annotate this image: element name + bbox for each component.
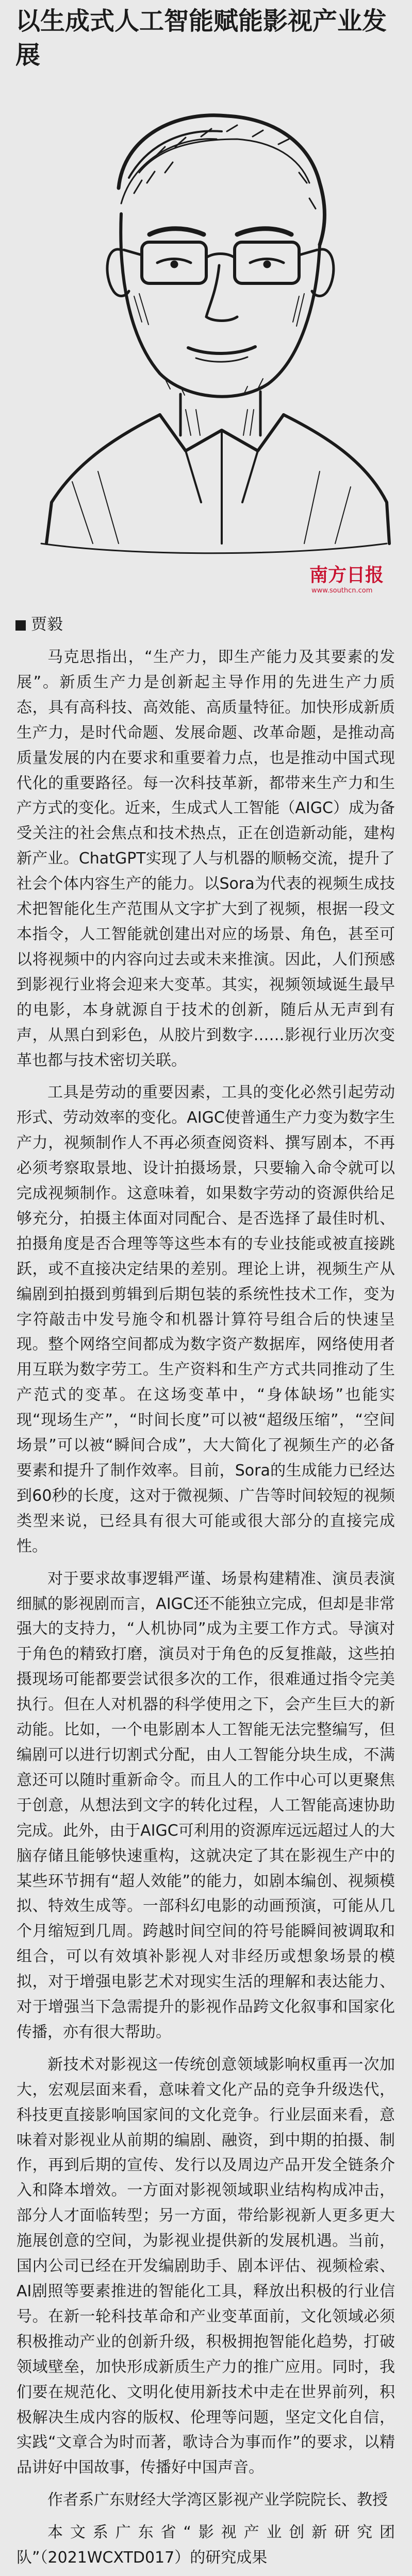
- paragraph-1: 马克思指出，“生产力，即生产能力及其要素的发展”。新质生产力是创新起主导作用的先进生产力质态，具有高科技、高效能、高质量特征。加快形成新质生产力，是时代命题、发展命题、改革命题，是推动高质量发展的内在要求和重要着力点，也是推动中国式现代化的重要路径。每一次科技革新，都带来生产力和生产方式的变化。近来，生成式人工智能（AIGC）成为备受关注的社会焦点和技术热点，正在创造新动能，建构新产业。ChatGPT实现了人与机器的顺畅交流，提升了社会个体内容生产的能力。以Sora为代表的视频生成技术把智能化生产范围从文字扩大到了视频，根据一段文本指令，人工智能就创建出对应的场景、角色，甚至可以将视频中的内容向过去或未来推演。因此，人们预感到影视行业将会迎来大变革。其实，视频领域诞生最早的电影，本身就源自于技术的创新，随后从无声到有声，从黑白到彩色，从胶片到数字……影视行业历次变革也都与技术密切关联。: [17, 648, 395, 1070]
- author-affiliation: 作者系广东财经大学湾区影视产业学院院长、教授: [47, 2491, 388, 2510]
- paragraph-3: 对于要求故事逻辑严谨、场景构建精准、演员表演细腻的影视剧而言，AIGC还不能独立完成，但却是非常强大的支持力，“人机协同”成为主要工作方式。导演对于角色的精致打磨，演员对于角色的反复推敲，这些拍摄现场可能都要尝试很多次的工作，很难通过指令完美执行。但在人对机器的科学使用之下，会产生巨大的新动能。比如，一个电影剧本人工智能无法完整编写，但编剧可以进行切割式分配，由人工智能分块生成，不满意还可以随时重新命令。而且人的工作中心可以更聚焦于创意，从想法到文字的转化过程，人工智能高速协助完成。此外，由于AIGC可利用的资源库远远超过人的大脑存储且能够快速重构，这就决定了其在影视生产中的某些环节拥有“超人效能”的能力，如剧本编创、视频模拟、特效生成等。一部科幻电影的动画预演，可能从几个月缩短到几周。跨越时间空间的符号能瞬间被调取和组合，可以有效填补影视人对非经历或想象场景的模拟，对于增强电影艺术对现实生活的理解和表达能力、对于增强当下急需提升的影视作品跨文化叙事和国家化传播，亦有很大帮助。: [17, 1569, 395, 2041]
- article-title: 以生成式人工智能赋能影视产业发展: [15, 7, 387, 70]
- svg-text:南方日报: 南方日报: [309, 564, 384, 586]
- paragraph-4: 新技术对影视这一传统创意领域影响权重再一次加大，宏观层面来看，意味着文化产品的竞争升级迭代，科技更直接影响国家间的文化竞争。行业层面来看，意味着对影视业从前期的编剧、融资，到中期的拍摄、制作，再到后期的宣传、发行以及周边产品开发全链条介入和降本增效。一方面对影视领域职业结构构成冲击，部分人才面临转型；另一方面，带给影视新人更多更大施展创意的空间，为影视业提供新的发展机遇。当前，国内公司已经在开发编剧助手、剧本评估、视频检索、AI剧照等要素推进的智能化工具，释放出积极的行业信号。在新一轮科技革命和产业变革面前，文化领域必须积极推动产业的创新升级，积极拥抱智能化趋势，打破领域壁垒，加快形成新质生产力的推广应用。同时，我们要在规范化、文明化使用新技术中走在世界前列，积极解决生成内容的版权、伦理等问题，坚定文化自信，实践“文章合为时而著，歌诗合为事而作”的要求，以精品讲好中国故事，传播好中国声音。: [17, 2055, 395, 2477]
- funding-note: 本文系广东省“影视产业创新研究团队”（2021WCXTD017）的研究成果: [17, 2523, 395, 2567]
- author-portrait-illustration: [31, 80, 392, 605]
- author-name: 贾毅: [31, 615, 63, 634]
- article-body: [17, 645, 395, 2576]
- byline-square-icon: [15, 620, 26, 631]
- newspaper-watermark-logo: [309, 564, 384, 595]
- svg-text:www.southcn.com: www.southcn.com: [311, 587, 373, 595]
- paragraph-2: 工具是劳动的重要因素，工具的变化必然引起劳动形式、劳动效率的变化。AIGC使普通生产力变为数字生产力，视频制作人不再必须查阅资料、撰写剧本，不再必须考察取景地、设计拍摄场景，只要输入命令就可以完成视频制作。这意味着，如果数字劳动的资源供给足够充分，拍摄主体面对同配合、是否选择了最佳时机、拍摄角度是否合理等等这些本有的专业技能或被直接跳跃，或不直接决定结果的差别。理论上讲，视频生产从编剧到拍摄到剪辑到后期包装的系统性技术工作，变为字符敲击中发号施令和机器计算符号组合后的快速呈现。整个网络空间都成为数字资产数据库，网络使用者用互联为数字劳工。生产资料和生产方式共同推动了生产范式的变革。在这场变革中，“身体缺场”也能实现“现场生产”，“时间长度”可以被“超级压缩”，“空间场景”可以被“瞬间合成”，大大简化了视频生产的必备要素和提升了制作效率。目前，Sora的生成能力已经达到60秒的长度，这对于微视频、广告等时间较短的视频类型来说，已经具有很大可能或很大部分的直接完成性。: [17, 1083, 395, 1555]
- author-byline: [15, 613, 392, 636]
